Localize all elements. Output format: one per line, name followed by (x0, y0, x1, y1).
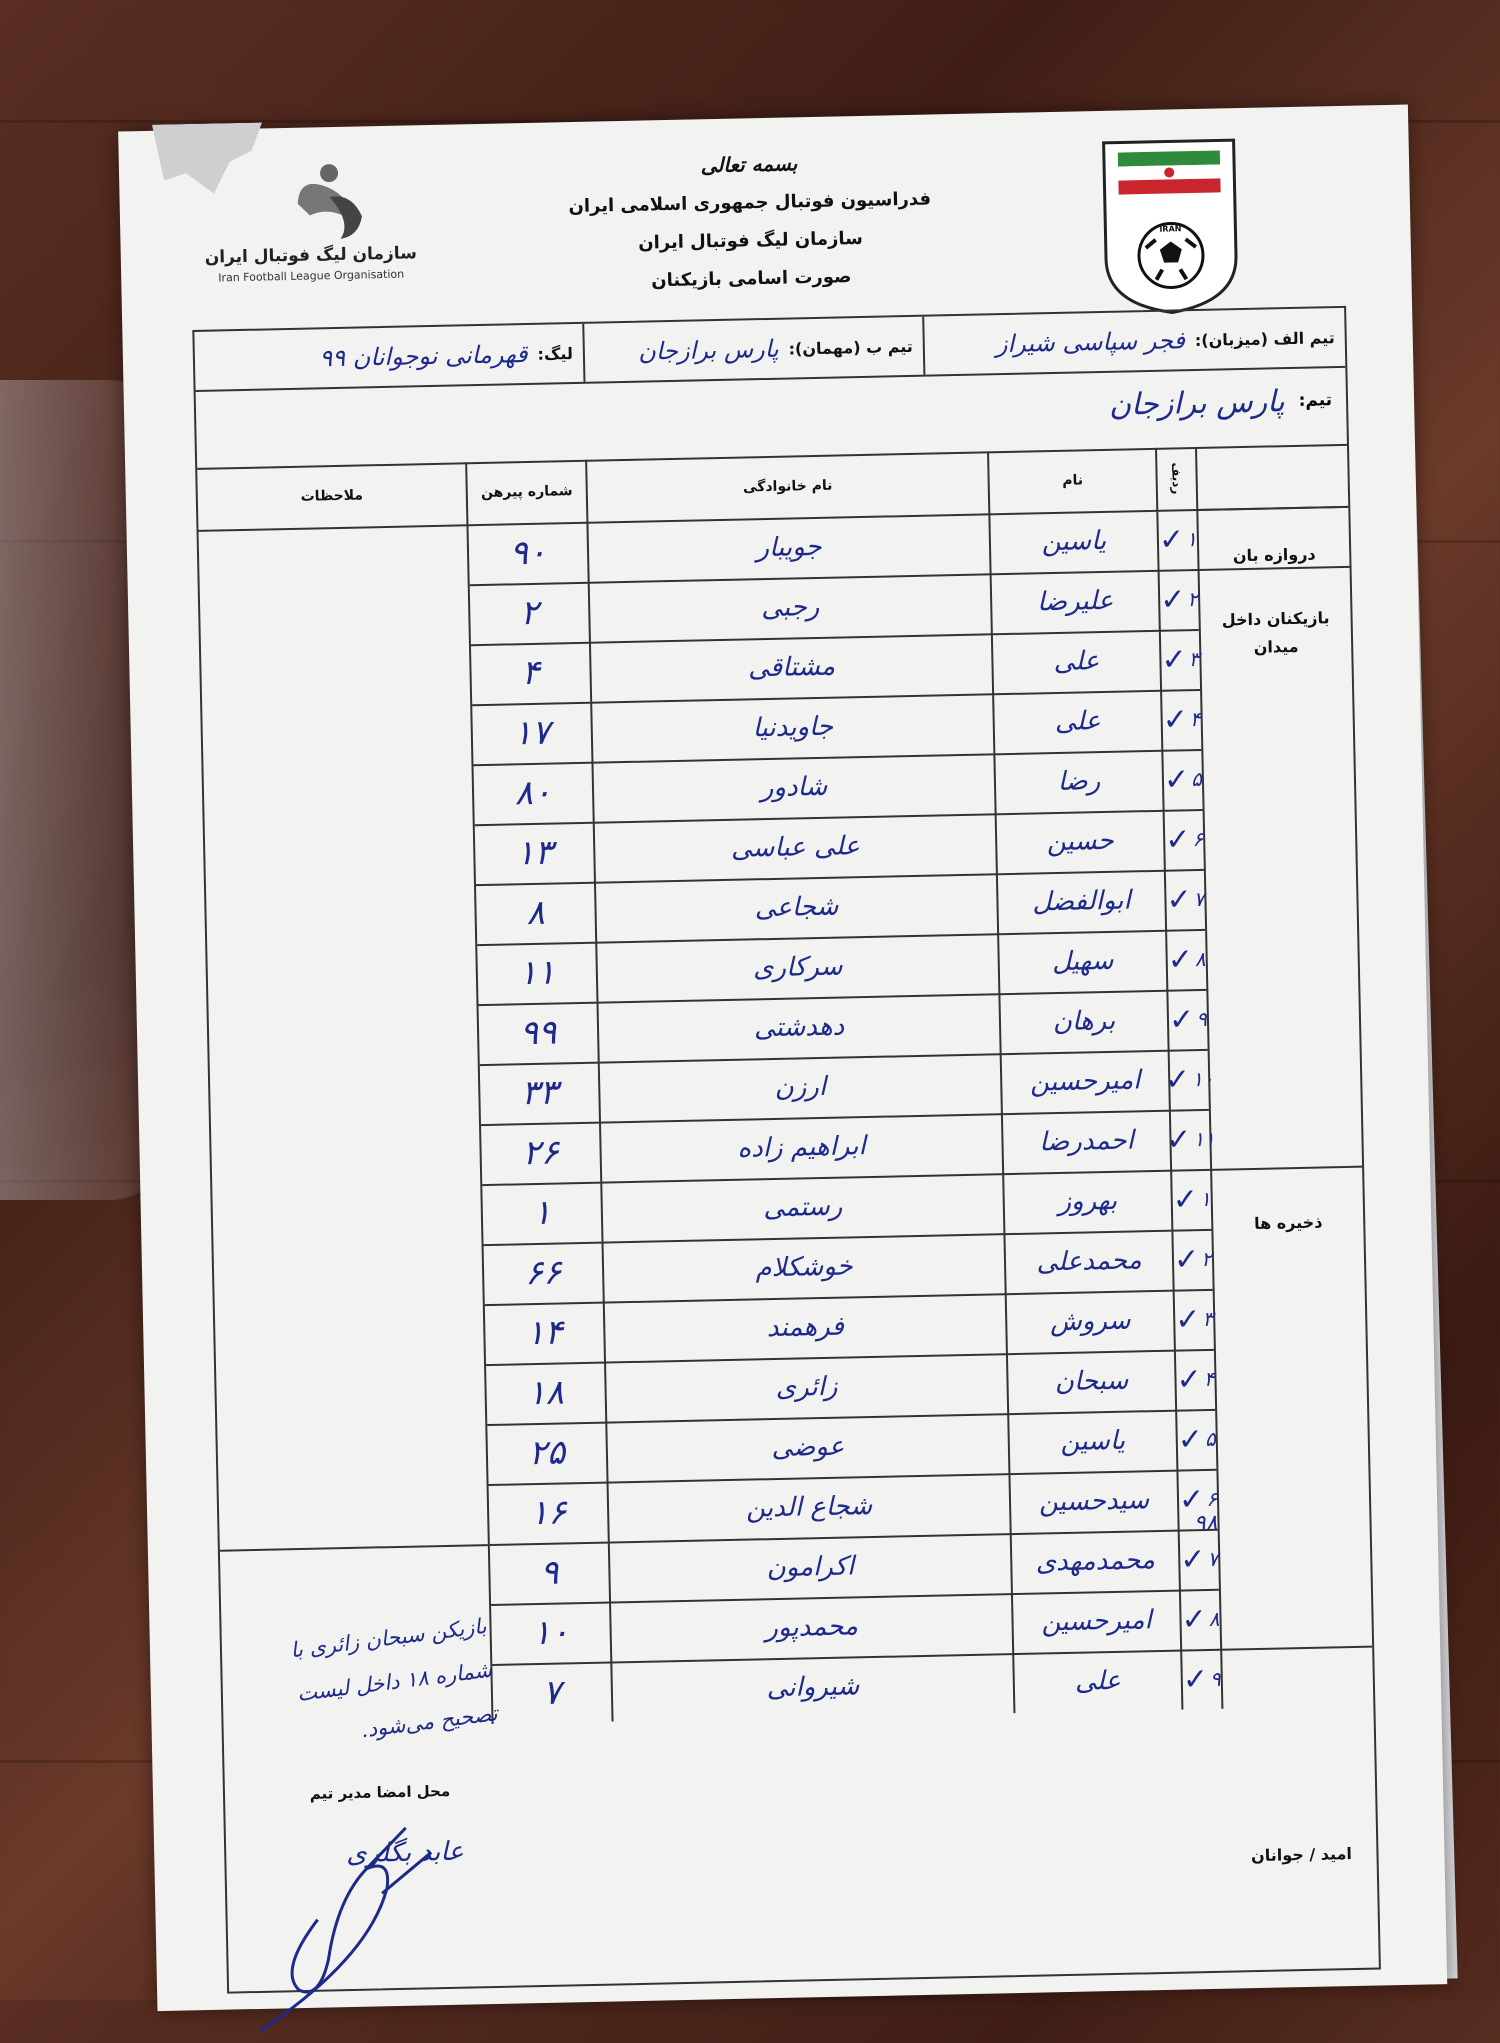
player-first-name (1008, 1350, 1175, 1413)
remarks-cell (216, 1364, 485, 1430)
row-index (1162, 689, 1201, 750)
remarks-cell (220, 1544, 489, 1610)
row-index-text: ۲ (1187, 586, 1199, 612)
shirt-number (470, 582, 589, 644)
player-last-name (602, 1173, 1003, 1241)
shirt-number-text: ۱۰ (531, 1612, 570, 1654)
player-last-name (597, 933, 998, 1001)
section-goalkeeper: دروازه بان (1232, 544, 1316, 566)
player-last-name-text: دهدشتی (753, 1011, 845, 1044)
player-first-name (1014, 1650, 1181, 1713)
shirt-number (471, 642, 590, 704)
player-last-name-text: عوضی (771, 1431, 845, 1464)
row-index-text: ۹ (1195, 1006, 1208, 1032)
league-label: لیگ: (537, 343, 574, 364)
row-index-text: ۱۰ (1191, 1066, 1214, 1092)
player-last-name-text: جاویدنیا (752, 711, 834, 744)
col-row-index: ردیف (1169, 462, 1184, 495)
player-first-name (1013, 1590, 1180, 1653)
row-index (1172, 1169, 1211, 1230)
shirt-number (490, 1542, 609, 1604)
player-first-name-text: سروش (1049, 1305, 1131, 1338)
player-last-name-text: خوشکلام (755, 1251, 854, 1284)
home-team-value: فجر سپاسی شیراز (995, 326, 1186, 359)
player-first-name (999, 930, 1166, 993)
remarks-cell (211, 1124, 480, 1190)
player-last-name (611, 1593, 1012, 1661)
check-mark-icon: ✓ (1182, 1661, 1209, 1698)
check-mark-icon: ✓ (1164, 1061, 1191, 1098)
player-last-name-text: زائری (775, 1371, 838, 1404)
check-mark-icon: ✓ (1159, 581, 1186, 618)
header-form-title: صورت اسامی بازیکنان (651, 266, 852, 292)
row-index-text: ۱ (1199, 1186, 1211, 1212)
row-index (1167, 929, 1206, 990)
check-mark-icon: ✓ (1177, 1421, 1204, 1458)
player-last-name-text: علی عباسی (730, 831, 860, 864)
league-cell (194, 324, 583, 390)
col-section (1197, 444, 1348, 509)
section-field-players: بازیکنان داخل میدان (1221, 608, 1330, 657)
player-first-name (1012, 1530, 1179, 1593)
player-last-name-text: شیروانی (766, 1671, 860, 1704)
check-mark-icon: ✓ (1158, 521, 1185, 558)
shirt-number (487, 1422, 606, 1484)
player-last-name (593, 753, 994, 821)
remarks-cell (207, 944, 476, 1010)
row-index (1166, 869, 1205, 930)
player-last-name-text: مشتاقی (747, 651, 836, 684)
check-mark-icon: ✓ (1173, 1241, 1200, 1278)
shirt-number-text: ۲ (519, 592, 539, 634)
player-first-name (997, 810, 1164, 873)
shirt-number (480, 1062, 599, 1124)
player-last-name (612, 1653, 1013, 1721)
check-mark-icon: ✓ (1176, 1361, 1203, 1398)
player-last-name (592, 693, 993, 761)
row-index (1160, 569, 1199, 630)
row-index-text: ۷ (1193, 886, 1205, 912)
player-last-name (596, 873, 997, 941)
player-last-name-text: رجبی (760, 591, 820, 624)
remarks-cell (199, 524, 468, 590)
remarks-cell (205, 824, 474, 890)
org-name-en: Iran Football League Organisation (218, 267, 405, 285)
shirt-number-text: ۱۶ (529, 1492, 567, 1534)
check-mark-icon: ✓ (1172, 1181, 1199, 1218)
remarks-cell (212, 1184, 481, 1250)
header-federation: فدراسیون فوتبال جمهوری اسلامی ایران (568, 188, 932, 218)
shirt-number-text: ۱۴ (525, 1312, 564, 1354)
home-team-label: تیم الف (میزبان): (1194, 327, 1335, 350)
roster-table-frame (192, 306, 1381, 1994)
player-first-name-text: ابوالفضل (1031, 885, 1132, 918)
row-index (1161, 629, 1200, 690)
away-team-label: تیم ب (مهمان): (788, 336, 914, 359)
col-remarks: ملاحظات (300, 487, 364, 505)
player-last-name-text: شجاع الدین (745, 1491, 873, 1524)
player-first-name (1007, 1290, 1174, 1353)
col-last-name: نام خانوادگی (742, 477, 833, 496)
margin-mark: ۹۸ (1193, 1510, 1218, 1537)
shirt-number (468, 522, 587, 584)
header-invocation: بسمه تعالی (700, 151, 798, 178)
player-first-name (993, 630, 1160, 693)
league-value: قهرمانی نوجوانان ۹۹ (319, 339, 528, 373)
row-index-text: ۴ (1189, 706, 1201, 732)
shirt-number-text: ۸۰ (514, 772, 552, 814)
home-team-cell (924, 308, 1345, 375)
shirt-number-text: ۲۶ (521, 1132, 560, 1174)
player-first-name-text: سیدحسین (1038, 1485, 1150, 1518)
player-last-name (591, 633, 992, 701)
row-index-text: ۳ (1188, 646, 1200, 672)
player-first-name-text: بهروز (1058, 1185, 1118, 1218)
player-last-name-text: شادور (760, 771, 828, 804)
player-last-name (607, 1413, 1008, 1481)
check-mark-icon: ✓ (1174, 1301, 1201, 1338)
player-last-name (588, 513, 989, 581)
grid-line (1220, 1646, 1372, 1651)
check-mark-icon: ✓ (1167, 941, 1194, 978)
row-index-text: ۸ (1208, 1606, 1220, 1631)
remarks-cell (204, 764, 473, 830)
player-first-name-text: امیرحسین (1041, 1605, 1152, 1638)
player-last-name (605, 1293, 1006, 1361)
row-index-text: ۲ (1200, 1246, 1213, 1272)
remarks-cell (214, 1244, 483, 1310)
check-mark-icon: ✓ (1164, 821, 1191, 858)
row-index-text: ۳ (1202, 1306, 1214, 1332)
row-index (1158, 509, 1197, 570)
away-team-cell (584, 317, 923, 382)
check-mark-icon: ✓ (1165, 1121, 1192, 1158)
check-mark-icon: ✓ (1161, 641, 1187, 678)
player-first-name (994, 690, 1161, 753)
player-last-name (601, 1113, 1002, 1181)
player-last-name-text: جویبار (756, 531, 822, 564)
player-first-name (1009, 1410, 1176, 1473)
player-last-name (590, 573, 991, 641)
shirt-number-text: ۳۳ (520, 1072, 559, 1114)
org-name-fa: سازمان لیگ فوتبال ایران (204, 243, 418, 268)
row-index-text: ۸ (1194, 946, 1206, 972)
player-last-name-text: ابراهیم زاده (737, 1131, 866, 1164)
league-logo-icon (179, 151, 441, 246)
shirt-number (491, 1602, 610, 1664)
row-index-text: ۱ (1185, 527, 1198, 552)
player-first-name (1004, 1170, 1171, 1233)
football-federation-emblem-icon (1094, 136, 1248, 317)
player-first-name (1000, 990, 1167, 1053)
player-first-name-text: علی (1053, 646, 1100, 678)
player-last-name-text: اکرامون (766, 1551, 855, 1584)
player-first-name (1002, 1050, 1169, 1113)
player-first-name-text: امیرحسین (1029, 1065, 1141, 1098)
player-last-name (609, 1473, 1010, 1541)
shirt-number-text: ۹ (539, 1552, 559, 1593)
player-first-name-text: علی (1074, 1665, 1122, 1697)
grid-line (1210, 1166, 1362, 1171)
check-mark-icon: ✓ (1168, 1001, 1195, 1038)
player-first-name-text: رضا (1057, 766, 1101, 797)
player-first-name-text: علیرضا (1036, 585, 1114, 618)
shirt-number-text: ۱ (532, 1192, 552, 1234)
shirt-number-text: ۱۷ (513, 712, 551, 754)
row-index (1175, 1289, 1214, 1350)
col-shirt-number: شماره پیرهن (480, 483, 573, 501)
row-index-text: ۶ (1192, 826, 1204, 852)
shirt-number-text: ۹۹ (519, 1012, 557, 1054)
player-first-name-text: یاسین (1041, 525, 1107, 558)
player-last-name (610, 1533, 1011, 1601)
shirt-number (472, 702, 591, 764)
player-first-name-text: حسین (1046, 825, 1114, 858)
section-reserves: ذخیره ها (1253, 1212, 1323, 1233)
player-first-name-text: محمدمهدی (1035, 1545, 1156, 1578)
player-last-name (600, 1053, 1001, 1121)
player-last-name-text: شجاعی (754, 891, 839, 924)
player-first-name-text: سبحان (1054, 1365, 1129, 1398)
row-index (1182, 1649, 1221, 1710)
row-index-text: ۹ (1209, 1666, 1221, 1691)
player-last-name-text: سرکاری (752, 951, 843, 984)
shirt-number-text: ۲۵ (528, 1432, 566, 1474)
row-index-text: ۷ (1207, 1546, 1219, 1572)
shirt-number-text: ۱۱ (518, 952, 556, 994)
player-last-name-text: رستمی (763, 1191, 843, 1224)
player-last-name (598, 993, 999, 1061)
league-organisation-logo (179, 151, 443, 326)
shirt-number (482, 1182, 601, 1244)
player-last-name (603, 1233, 1004, 1301)
remarks-cell (210, 1064, 479, 1130)
signature-name: عابد بگلری (345, 1836, 465, 1870)
player-last-name (606, 1353, 1007, 1421)
shirt-number (492, 1662, 611, 1724)
player-last-name-text: ارزن (774, 1071, 827, 1103)
player-last-name-text: فرهمند (766, 1311, 845, 1344)
shirt-number (473, 762, 592, 824)
row-index-text: ۱۱ (1193, 1126, 1216, 1152)
player-last-name-text: محمدپور (765, 1611, 859, 1644)
remarks-cell (215, 1304, 484, 1370)
player-first-name-text: سهیل (1051, 945, 1114, 978)
row-index-text: ۴ (1203, 1366, 1215, 1392)
away-team-value: پارس برازجان (637, 334, 779, 366)
row-index (1163, 749, 1202, 810)
player-last-name (595, 813, 996, 881)
player-first-name (995, 750, 1162, 813)
player-first-name-text: برهان (1052, 1005, 1116, 1038)
shirt-number (484, 1242, 603, 1304)
row-index (1176, 1349, 1215, 1410)
row-index-text: ۵ (1190, 766, 1203, 792)
check-mark-icon: ✓ (1178, 1481, 1205, 1518)
team-value: پارس برازجان (1108, 383, 1285, 423)
shirt-number (486, 1362, 605, 1424)
check-mark-icon: ✓ (1163, 761, 1190, 798)
row-index (1165, 1109, 1216, 1170)
signature-scribble (215, 1796, 520, 2042)
emblem-center-text: IRAN (1159, 224, 1182, 234)
shirt-number (481, 1122, 600, 1184)
remarks-cell (202, 704, 471, 770)
check-mark-icon: ✓ (1181, 1601, 1208, 1638)
team-label: تیم: (1298, 390, 1333, 411)
check-mark-icon: ✓ (1179, 1541, 1206, 1578)
shirt-number-text: ۹۰ (509, 532, 547, 574)
shirt-number (485, 1302, 604, 1364)
col-first-name: نام (1062, 472, 1084, 489)
shirt-number (476, 882, 595, 944)
row-index-text: ۶ (1205, 1486, 1218, 1512)
header-league-org: سازمان لیگ فوتبال ایران (638, 227, 864, 254)
player-first-name-text: احمدرضا (1038, 1125, 1135, 1158)
shirt-number-text: ۶۶ (524, 1252, 562, 1294)
check-mark-icon: ✓ (1166, 881, 1193, 918)
remarks-cell (217, 1424, 486, 1490)
player-first-name (1010, 1470, 1177, 1533)
player-first-name (1003, 1110, 1170, 1173)
player-first-name (1005, 1230, 1172, 1293)
player-first-name-text: محمدعلی (1036, 1245, 1142, 1278)
check-mark-icon: ✓ (1162, 701, 1189, 738)
row-index (1173, 1229, 1212, 1290)
shirt-number-text: ۱۸ (526, 1372, 565, 1414)
player-first-name (990, 510, 1157, 573)
player-first-name (992, 570, 1159, 633)
shirt-number-text: ۴ (521, 652, 541, 694)
shirt-number (489, 1482, 608, 1544)
player-first-name-text: علی (1054, 706, 1101, 738)
remarks-cell (219, 1484, 488, 1550)
row-index (1181, 1589, 1220, 1650)
row-index (1177, 1409, 1216, 1470)
remarks-cell (209, 1004, 478, 1070)
roster-sheet (118, 104, 1447, 2011)
shirt-number (477, 942, 596, 1004)
shirt-number-text: ۸ (526, 892, 546, 934)
section-youth: امید / جوانان (1250, 1844, 1353, 1866)
player-first-name-text: یاسین (1060, 1425, 1126, 1458)
row-index (1180, 1529, 1219, 1590)
signature-label: محل امضا مدیر تیم (309, 1781, 451, 1803)
row-index (1165, 809, 1204, 870)
remarks-cell (206, 884, 475, 950)
player-first-name (998, 870, 1165, 933)
shirt-number (475, 822, 594, 884)
shirt-number (478, 1002, 597, 1064)
shirt-number-text: ۷ (542, 1672, 562, 1713)
remarks-cell (200, 584, 469, 650)
remarks-cell (201, 644, 470, 710)
shirt-number-text: ۱۳ (515, 832, 554, 874)
row-index-text: ۵ (1204, 1426, 1216, 1452)
handwritten-note: بازیکن سبحان زائری با شماره ۱۸ داخل لیست تصحیح می‌شود. (289, 1613, 499, 1743)
row-index (1168, 989, 1207, 1050)
row-index (1164, 1049, 1214, 1110)
